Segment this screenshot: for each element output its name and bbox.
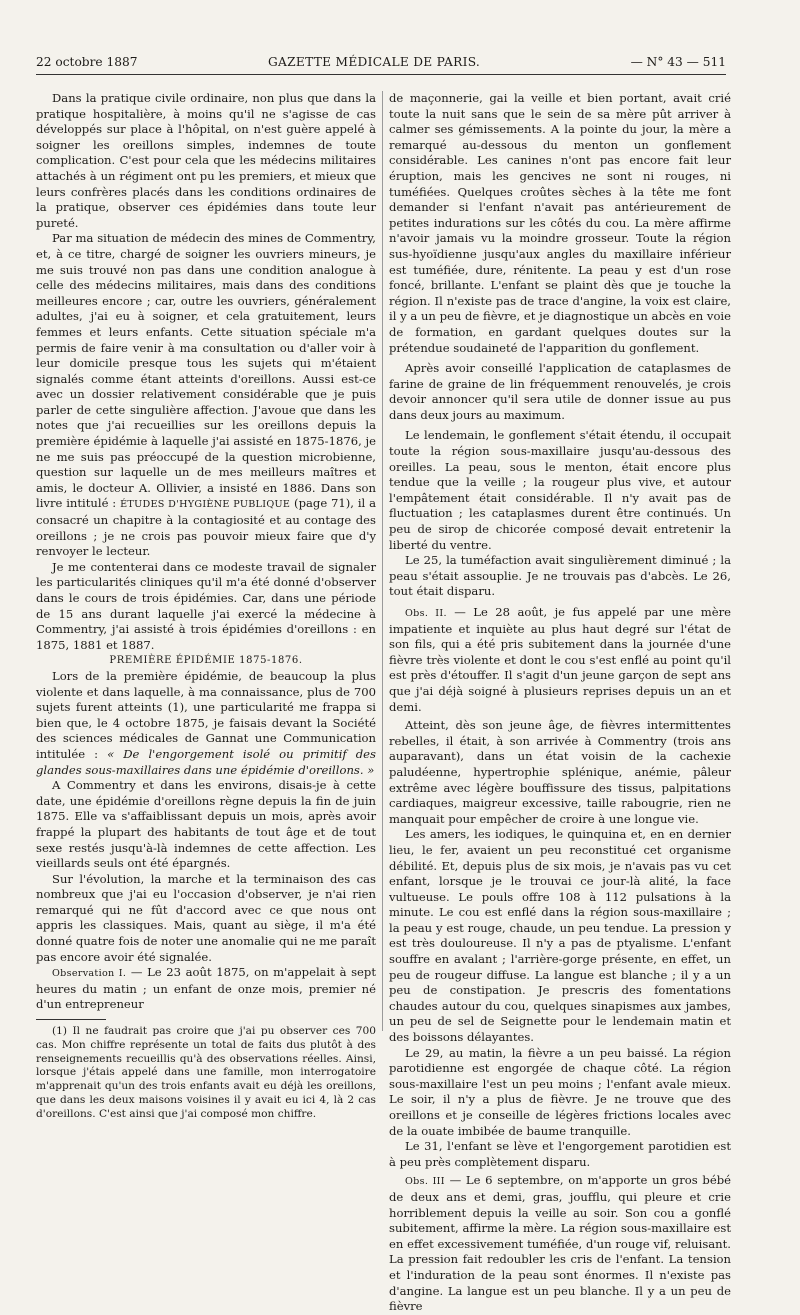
communication-title: « De l'engorgement isolé ou primitif des glandes sous-maxillaires dans une épidémie d'oreillons. » <box>36 746 376 777</box>
paragraph: Le lendemain, le gonflement s'était étendu, il occupait toute la région sous-maxillaire jusqu'au-dessous des oreilles. La peau, sous le menton, était encore plus tendue que la veille ; la rougeur plus vive, et autour l'empâtement était considérable. Il n'y avait pas de fluctuation ; les cataplasmes durent être continués. Un peu de sirop de chicorée composé devait entretenir la liberté du ventre. <box>389 428 731 552</box>
paragraph <box>36 231 376 559</box>
paragraph: Après avoir conseillé l'application de cataplasmes de farine de graine de lin fréquemment renouvelés, je crois devoir annoncer qu'il sera utile de donner issue au pus dans deux jours au maximum. <box>389 361 731 422</box>
paragraph <box>36 965 376 1013</box>
paragraph: Les amers, les iodiques, le quinquina et, en en dernier lieu, le fer, avaient un peu reconstitué cet organisme débilité. Et, depuis plus de six mois, je n'avais pas vu cet enfant, lorsque je le trouvai ce jour-là alité, la face vultueuse. Le pouls offre 108 à 112 pulsations à la minute. Le cou est enflé dans la région sous-maxillaire ; la peau y est rouge, chaude, un peu tendue. La pression y est très douloureuse. Il n'y a pas de ptyalisme. L'enfant souffre en avalant ; l'arrière-gorge présente, en effet, un peu de rougeur diffuse. La langue est blanche ; il y a un peu de constipation. Je prescris des fomentations chaudes autour du cou, quelques sinapismes aux jambes, un peu de sel de Seignette pour le lendemain matin et des boissons délayantes. <box>389 827 731 1045</box>
page-header <box>36 52 726 75</box>
footnote: (1) Il ne faudrait pas croire que j'ai pu observer ces 700 cas. Mon chiffre représente un total de faits dus plutôt à des renseignements recueillis qu'à des observations réelles. Ainsi, lorsque j'étais appelé dans une famille, mon interrogatoire m'apprenait qu'un des trois enfants avait eu déjà les oreillons, que dans les deux maisons voisines il y avait eu ici 4, là 2 cas d'oreillons. C'est ainsi que j'ai composé mon chiffre. <box>36 1025 376 1120</box>
issue-date: 22 octobre 1887 <box>36 55 138 69</box>
paragraph: Le 25, la tuméfaction avait singulièrement diminué ; la peau s'était assouplie. Je ne trouvais pas d'abcès. Le 26, tout était disparu. <box>389 553 731 599</box>
footnote-rule <box>36 1019 106 1020</box>
paragraph-text: — Le 23 août 1875, on m'appelait à sept heures du matin ; un enfant de onze mois, premier né d'un entrepreneur <box>36 965 376 1012</box>
paragraph-text: — Le 6 septembre, on m'apporte un gros bébé de deux ans et demi, gras, joufflu, qui pleure et crie horriblement depuis la veille au soir. Son cou a gonflé subitement, affirme la mère. La région sous-maxillaire est en effet excessivement tuméfiée, d'un rouge vif, reluisant. La pression fait redoubler les cris de l'enfant. La tension et l'induration de la peau sont énormes. Il n'existe pas d'angine. La langue est un peu blanche. Il y a un peu de fièvre <box>389 1173 731 1314</box>
observation-label: Observation I. <box>52 968 127 980</box>
paragraph: de maçonnerie, gai la veille et bien portant, avait crié toute la nuit sans que le sein de sa mère pût arriver à calmer ses gémissements. A la pointe du jour, la mère a remarqué au-dessous du menton un gonflement considérable. Les canines n'ont pas encore fait leur éruption, mais les gencives ne sont ni rouges, ni tuméfiées. Quelques croûtes sèches à la tête me font demander si l'enfant n'avait pas antérieurement de petites indurations sur les côtés du cou. La mère affirme n'avoir jamais vu la moindre grosseur. Toute la région sus-hyoïdienne jusqu'aux angles du maxillaire inférieur est tuméfiée, dure, rénitente. La peau y est d'un rose foncé, brillante. L'enfant se plaint dès que je touche la région. Il n'existe pas de trace d'angine, la voix est claire, il y a un peu de fièvre, et je diagnostique un abcès en voie de formation, en gardant quelques doutes sur la prétendue soudaineté de l'apparition du gonflement. <box>389 91 731 355</box>
book-title: ÉTUDES D'HYGIÈNE PUBLIQUE <box>120 499 291 511</box>
paragraph-text: (page 71), il a consacré un chapitre à la contagiosité et au contage des oreillons ; je ne crois pas pouvoir mieux faire que d'y renvoyer le lecteur. <box>36 496 377 559</box>
paragraph-text: — Le 28 août, je fus appelé par une mère impatiente et inquiète au plus haut degré sur l'état de son fils, qui a été pris subitement dans la journée d'une fièvre très violente et dont le cou s'est enflé au point qu'il est près d'étouffer. Il s'agit d'un jeune garçon de sept ans que j'ai déjà soigné à plusieurs reprises depuis un an et demi. <box>389 605 732 714</box>
observation-label: Obs. III <box>405 1176 445 1188</box>
section-title: PREMIÈRE ÉPIDÉMIE 1875-1876. <box>109 655 303 667</box>
column-divider <box>382 91 383 1031</box>
issue-page-number: — N° 43 — 511 <box>630 55 726 69</box>
paragraph-text: Lors de la première épidémie, de beaucoup la plus violente et dans laquelle, à ma connaissance, plus de 700 sujets furent atteints (1), une particularité me frappa si bien que, le 4 octobre 1875, je faisais devant la Société des sciences médicales de Gannat une Communication intitulée : <box>36 668 376 761</box>
paragraph <box>389 1173 731 1314</box>
paragraph: Sur l'évolution, la marche et la terminaison des cas nombreux que j'ai eu l'occasion d'observer, je n'ai rien remarqué qui ne fût d'accord avec ce que nous ont appris les classiques. Mais, quant au siège, il m'a été donné quatre fois de noter une anomalie qui ne me paraît pas encore avoir été signalée. <box>36 871 376 964</box>
left-column <box>36 91 376 1122</box>
paragraph <box>36 669 376 778</box>
paragraph: Dans la pratique civile ordinaire, non plus que dans la pratique hospitalière, à moins qu'il ne s'agisse de cas développés sur place à l'hôpital, on n'est guère appelé à soigner les oreillons simples, indemnes de toute complication. C'est pour cela que les médecins militaires attachés à un régiment ont pu les premiers, et mieux que leurs confrères placés dans les conditions ordinaires de la pratique, observer ces épidémies dans toute leur pureté. <box>36 91 376 230</box>
paragraph: A Commentry et dans les environs, disais-je à cette date, une épidémie d'oreillons règne depuis la fin de juin 1875. Elle va s'affaiblissant depuis un mois, après avoir frappé la plupart des habitants de tout âge et de tout sexe restés jusqu'à-là indemnes de cette affection. Les vieillards seuls ont été épargnés. <box>36 778 376 871</box>
journal-title: GAZETTE MÉDICALE DE PARIS. <box>268 55 481 69</box>
right-column <box>389 91 731 1315</box>
paragraph: Le 29, au matin, la fièvre a un peu baissé. La région parotidienne est engorgée de chaque côté. La région sous-maxillaire l'est un peu moins ; l'enfant avale mieux. Le soir, il n'y a plus de fièvre. Je ne trouve que des oreillons et je conseille de légères frictions locales avec de la ouate imbibée de baume tranquille. <box>389 1045 731 1138</box>
paragraph <box>389 605 731 715</box>
paragraph-text: Par ma situation de médecin des mines de Commentry, et, à ce titre, chargé de soigner les ouvriers mineurs, je me suis trouvé non pas dans une condition analogue à celle des médecins militaires, mais dans des conditions meilleures encore ; car, outre les ouvriers, généralement adultes, j'ai eu à soigner, et cela gratuitement, leurs femmes et leurs enfants. Cette situation spéciale m'a permis de faire venir à ma consultation ou d'aller voir à leur domicile presque tous les sujets qui m'étaient signalés comme étant atteints d'oreillons. Aussi est-ce avec un dossier relativement considérable que je puis parler de cette singulière affection. J'avoue que dans les notes que j'ai recueillies sur les oreillons depuis la première épidémie à laquelle j'ai assisté en 1875-1876, je ne me suis pas préoccupé de la question microbienne, question sur laquelle un de mes meilleurs maîtres et amis, le docteur A. Ollivier, a insisté en 1886. Dans son livre intitulé : <box>36 231 376 511</box>
paragraph: Atteint, dès son jeune âge, de fièvres intermittentes rebelles, il était, à son arrivée à Commentry (trois ans auparavant), dans un état voisin de la cachexie paludéenne, hypertrophie splénique, anémie, pâleur extrême avec légère bouffissure des tissus, palpitations cardiaques, maigreur excessive, taille rabougrie, rien ne manquait pour empêcher de croire à une longue vie. <box>389 718 731 826</box>
observation-label: Obs. II. <box>405 608 447 619</box>
paragraph: Je me contenterai dans ce modeste travail de signaler les particularités cliniques qu'il m'a été donné d'observer dans le cours de trois épidémies. Car, dans une période de 15 ans durant laquelle j'ai exercé la médecine à Commentry, j'ai assisté à trois épidémies d'oreillons : en 1875, 1881 et 1887. <box>36 559 376 652</box>
paragraph: Le 31, l'enfant se lève et l'engorgement parotidien est à peu près complètement disparu. <box>389 1139 731 1169</box>
